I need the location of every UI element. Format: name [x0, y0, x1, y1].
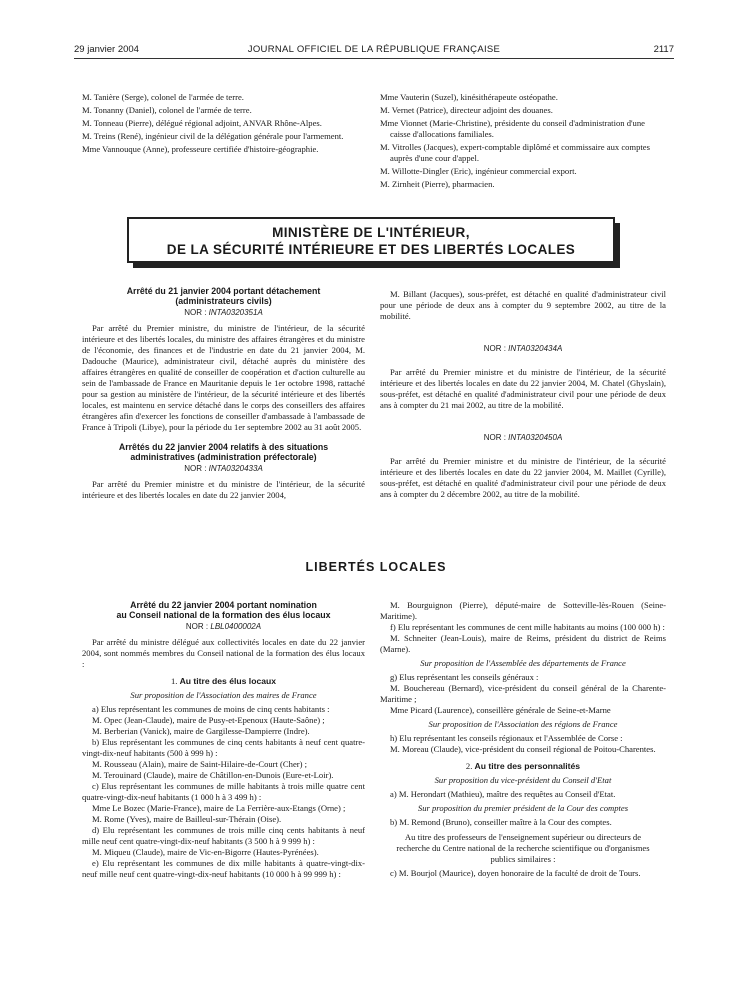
ministry-banner [127, 217, 615, 263]
banner-line-2: DE LA SÉCURITÉ INTÉRIEURE ET DES LIBERTÉS LOCALES [166, 242, 576, 257]
arrete-title: Arrêté du 22 janvier 2004 portant nomination [130, 600, 317, 610]
list-item: f) Elu représentant les communes de cent mille habitants au moins (100 000 h) : [390, 622, 665, 632]
list-item: M. Tonanny (Daniel), colonel de l'armée de terre. [82, 105, 252, 115]
list-item: M. Treins (René), ingénieur civil de la délégation générale pour l'armement. [82, 131, 344, 141]
list-item: M. Rome (Yves), maire de Bailleul-sur-Thérain (Oise). [92, 814, 282, 824]
subsection-heading: 2. Au titre des personnalités [465, 761, 581, 771]
list-item: d) Elu représentant les communes de trois mille cinq cents habitants à neuf mille neuf cent quatre-vingt-dix-neuf habitants (3 500 h à 9 999 h) : [82, 825, 365, 846]
arrete-body: Par arrêté du Premier ministre, du ministre de l'intérieur, de la sécurité intérieure et des libertés locales, du ministre des affaires étrangères et du ministre de l'économie, des finances et de l'industrie en date du 21 janvier 2004, M. Dadouche (Maurice), administrateur civil, détaché auprès du ministère des affaires étrangères en qualité de conseiller de coopération et d'action culturelle au sein de l'ambassade de France en Mauritanie depuis le 1er octobre 1998, rattaché pour sa gestion au ministère de l'intérieur, de la sécurité intérieure et des libertés locales, est maintenu en service détaché dans le corps des conseillers des affaires étrangères afin d'exercer les fonctions de conseiller d'ambassade à l'ambassade de France à Tripoli (Libye), pour la période du 1er septembre 2002 au 31 août 2005. [82, 323, 365, 432]
arrete-title: (administrateurs civils) [175, 296, 272, 306]
list-item: M. Rousseau (Alain), maire de Saint-Hilaire-de-Court (Cher) ; [92, 759, 308, 769]
list-item: M. Opec (Jean-Claude), maire de Pusy-et-Epenoux (Haute-Saône) ; [92, 715, 325, 725]
list-item: M. Zirnheit (Pierre), pharmacien. [380, 179, 495, 189]
ministry-right-column [380, 289, 666, 500]
list-item: Mme Vannouque (Anne), professeure certifiée d'histoire-géographie. [82, 144, 319, 154]
arrete-title: administratives (administration préfectorale) [130, 452, 317, 462]
arrete-body: M. Billant (Jacques), sous-préfet, est détaché en qualité d'administrateur civil pour une période de deux ans à compter du 9 septembre 2002, au titre de la mobilité. [380, 289, 666, 321]
arrete-body: Par arrêté du Premier ministre et du ministre de l'intérieur, de la sécurité intérieure et des libertés locales en date du 22 janvier 2004, M. Maillet (Cyrille), sous-préfet, est détaché en qualité d'administrateur civil pour une période de deux ans à compter du 2 décembre 2002, au titre de la mobilité. [380, 456, 666, 499]
list-item: M. Vernet (Patrice), directeur adjoint des douanes. [380, 105, 553, 115]
proposition-heading: Sur proposition du vice-président du Conseil d'Etat [434, 775, 612, 785]
libertes-left-column [82, 600, 365, 880]
list-item: b) Elus représentant les communes de cinq cents habitants à neuf cent quatre-vingt-dix-neuf habitants (500 à 999 h) : [82, 737, 365, 758]
list-item: e) Elu représentant les communes de dix mille habitants à quatre-vingt-dix-neuf mille neuf cent quatre-vingt-dix-neuf habitants (10 000 h à 99 999 h) : [82, 858, 365, 879]
banner-line-1: MINISTÈRE DE L'INTÉRIEUR, [272, 225, 470, 240]
list-item: a) M. Herondart (Mathieu), maître des requêtes au Conseil d'Etat. [390, 789, 616, 799]
list-item: M. Berberian (Vanick), maire de Gargilesse-Dampierre (Indre). [92, 726, 310, 736]
section-title: LIBERTÉS LOCALES [305, 560, 447, 574]
subsection-heading: 1. Au titre des élus locaux [170, 676, 277, 686]
arrete-title: Arrêtés du 22 janvier 2004 relatifs à des situations [118, 442, 329, 452]
list-item: M. Bouchereau (Bernard), vice-président du conseil général de la Charente-Maritime ; [380, 683, 666, 704]
list-item: a) Elus représentant les communes de moins de cinq cents habitants : [92, 704, 330, 714]
ministry-left-column [82, 286, 365, 501]
list-item: Mme Vionnet (Marie-Christine), présidente du conseil d'administration d'une caisse d'allocations familiales. [380, 118, 645, 139]
arrete-body: Par arrêté du Premier ministre et du ministre de l'intérieur, de la sécurité intérieure et des libertés locales en date du 22 janvier 2004, [82, 479, 365, 500]
list-item: Mme Vauterin (Suzel), kinésithérapeute ostéopathe. [380, 92, 558, 102]
proposition-heading: Sur proposition de l'Association des maires de France [130, 690, 317, 700]
nor-reference: NOR : INTA0320351A [184, 308, 263, 317]
nor-reference: NOR : LBL0400002A [185, 622, 262, 631]
header-rule [74, 58, 674, 59]
list-item: M. Tanière (Serge), colonel de l'armée de terre. [82, 92, 244, 102]
header-date: 29 janvier 2004 [74, 44, 139, 55]
arrete-title: Arrêté du 21 janvier 2004 portant détachement [126, 286, 321, 296]
top-list-right [380, 92, 666, 192]
list-item: M. Willotte-Dingler (Eric), ingénieur commercial export. [380, 166, 577, 176]
arrete-title: au Conseil national de la formation des élus locaux [116, 610, 331, 620]
list-item: g) Elus représentant les conseils généraux : [390, 672, 539, 682]
header-journal-title: JOURNAL OFFICIEL DE LA RÉPUBLIQUE FRANÇAISE [247, 44, 501, 55]
arrete-body: Par arrêté du ministre délégué aux collectivités locales en date du 22 janvier 2004, sont nommés membres du Conseil national de la formation des élus locaux : [82, 637, 365, 669]
nor-reference: NOR : INTA0320433A [184, 464, 263, 473]
proposition-heading: Sur proposition du premier président de la Cour des comptes [417, 803, 629, 813]
proposition-heading: Sur proposition de l'Association des régions de France [428, 719, 618, 729]
list-item: h) Elu représentant les conseils régionaux et l'Assemblée de Corse : [390, 733, 623, 743]
list-item: M. Miqueu (Claude), maire de Vic-en-Bigorre (Hautes-Pyrénées). [92, 847, 319, 857]
list-item: Mme Picard (Laurence), conseillère générale de Seine-et-Marne [390, 705, 611, 715]
list-item: M. Moreau (Claude), vice-président du conseil régional de Poitou-Charentes. [390, 744, 656, 754]
top-list-left [82, 92, 365, 157]
arrete-body: Par arrêté du Premier ministre et du ministre de l'intérieur, de la sécurité intérieure et des libertés locales en date du 22 janvier 2004, M. Chatel (Ghyslain), sous-préfet, est détaché en qualité d'administrateur civil pour une période de deux ans à compter du 21 mai 2002, au titre de la mobilité. [380, 367, 666, 410]
list-item: Mme Le Bozec (Marie-France), maire de La Ferrière-aux-Etangs (Orne) ; [92, 803, 346, 813]
proposition-heading: Sur proposition de l'Assemblée des départements de France [420, 658, 626, 668]
list-item: M. Schneiter (Jean-Louis), maire de Reims, président du district de Reims (Marne). [380, 633, 666, 654]
header-page-number: 2117 [653, 44, 674, 55]
list-item: Au titre des professeurs de l'enseignement supérieur ou directeurs de recherche du Centre national de la recherche scientifique ou d'organismes publics similaires : [396, 832, 650, 864]
list-item: c) Elus représentant les communes de mille habitants à trois mille quatre cent quatre-vingt-dix-neuf habitants (1 000 h à 3 499 h) : [82, 781, 365, 802]
list-item: M. Vitrolles (Jacques), expert-comptable diplômé et commissaire aux comptes auprès d'une cour d'appel. [380, 142, 650, 163]
libertes-right-column [380, 600, 666, 879]
nor-reference: NOR : INTA0320450A [483, 433, 563, 442]
list-item: b) M. Remond (Bruno), conseiller maître à la Cour des comptes. [390, 817, 612, 827]
list-item: M. Bourguignon (Pierre), député-maire de Sotteville-lès-Rouen (Seine-Maritime). [380, 600, 666, 621]
list-item: c) M. Bourjol (Maurice), doyen honoraire de la faculté de droit de Tours. [390, 868, 641, 878]
nor-reference: NOR : INTA0320434A [483, 344, 563, 353]
list-item: M. Tonneau (Pierre), délégué régional adjoint, ANVAR Rhône-Alpes. [82, 118, 322, 128]
list-item: M. Terouinard (Claude), maire de Châtillon-en-Dunois (Eure-et-Loir). [92, 770, 334, 780]
